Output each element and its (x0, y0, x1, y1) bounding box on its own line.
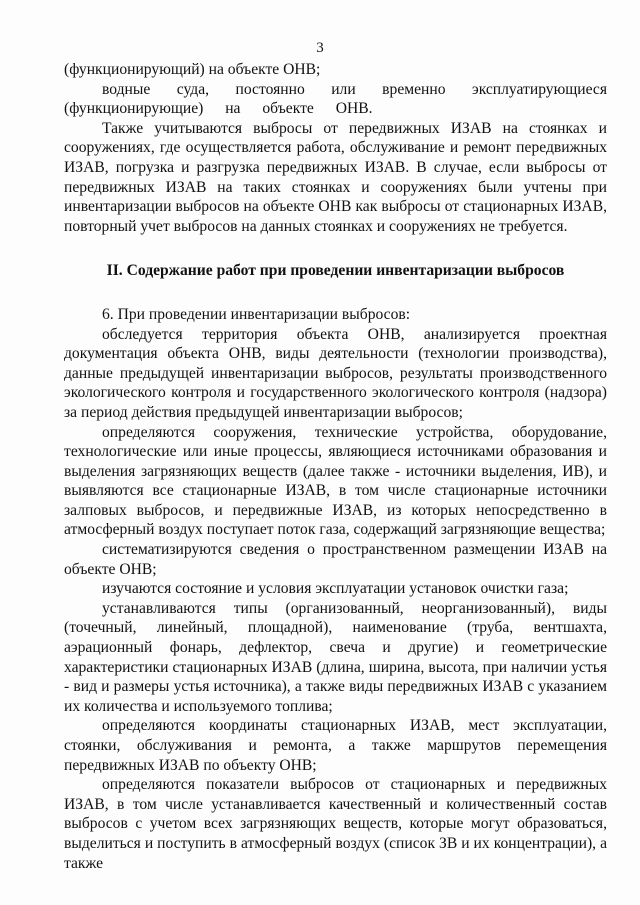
paragraph-territory-survey: обследуется территория объекта ОНВ, анализируется проектная документация объекта ОНВ, виды деятельности (технологии производства), данные предыдущей инвентаризации выбросов, результаты производственного экологического контроля и государственного экологического контроля (надзора) за период действия предыдущей инвентаризации выбросов; (64, 325, 607, 421)
section-heading: II. Содержание работ при проведении инвентаризации выбросов (106, 262, 565, 280)
paragraph-emission-indicators: определяются показатели выбросов от стационарных и передвижных ИЗАВ, в том числе устанавливается качественный и количественный состав выбросов с учетом всех загрязняющих веществ, которые могут образоваться, выделиться и поступить в атмосферный воздух (список ЗВ и их концентрации), а также (64, 776, 607, 872)
paragraph-water-vessels: водные суда, постоянно или временно эксплуатирующиеся (функционирующие) на объекте ОНВ. (64, 80, 607, 118)
paragraph-gas-cleaning: изучаются состояние и условия эксплуатации установок очистки газа; (102, 580, 569, 598)
paragraph-mobile-sources: Также учитываются выбросы от передвижных ИЗАВ на стоянках и сооружениях, где осуществляется работа, обслуживание и ремонт передвижных ИЗАВ, погрузка и разгрузка передвижных ИЗАВ. В случае, если выбросы от передвижных ИЗАВ на таких стоянках и сооружениях были учтены при инвентаризации выбросов на объекте ОНВ как выбросы от стационарных ИЗАВ, повторный учет выбросов на данных стоянках и сооружениях не требуется. (64, 119, 607, 235)
paragraph-systematization: систематизируются сведения о пространственном размещении ИЗАВ на объекте ОНВ; (64, 541, 607, 578)
paragraph-structures: определяются сооружения, технические устройства, оборудование, технологические или иные процессы, являющиеся источниками образования и выделения загрязняющих веществ (далее также - источники выделения, ИВ), и выявляются все стационарные ИЗАВ, в том числе стационарные источники залповых выбросов, и передвижные ИЗАВ, из которых непосредственно в атмосферный воздух поступает поток газа, содержащий загрязняющие вещества; (64, 423, 607, 539)
paragraph-item-6: 6. При проведении инвентаризации выбросов: (102, 305, 411, 323)
paragraph-continuation: (функционирующий) на объекте ОНВ; (64, 61, 321, 78)
paragraph-source-types: устанавливаются типы (организованный, неорганизованный), виды (точечный, линейный, площадной), наименование (труба, вентшахта, аэрационный фонарь, дефлектор, свеча и другие) и геометрические характеристики стационарных ИЗАВ (длина, ширина, высота, при наличии устья - вид и размеры устья источника), а также виды передвижных ИЗАВ с указанием их количества и используемого топлива; (64, 599, 607, 715)
page-number: 3 (316, 40, 324, 56)
document-body (64, 60, 607, 873)
paragraph-coordinates: определяются координаты стационарных ИЗАВ, мест эксплуатации, стоянки, обслуживания и ремонта, а также маршрутов перемещения передвижных ИЗАВ по объекту ОНВ; (64, 717, 607, 774)
